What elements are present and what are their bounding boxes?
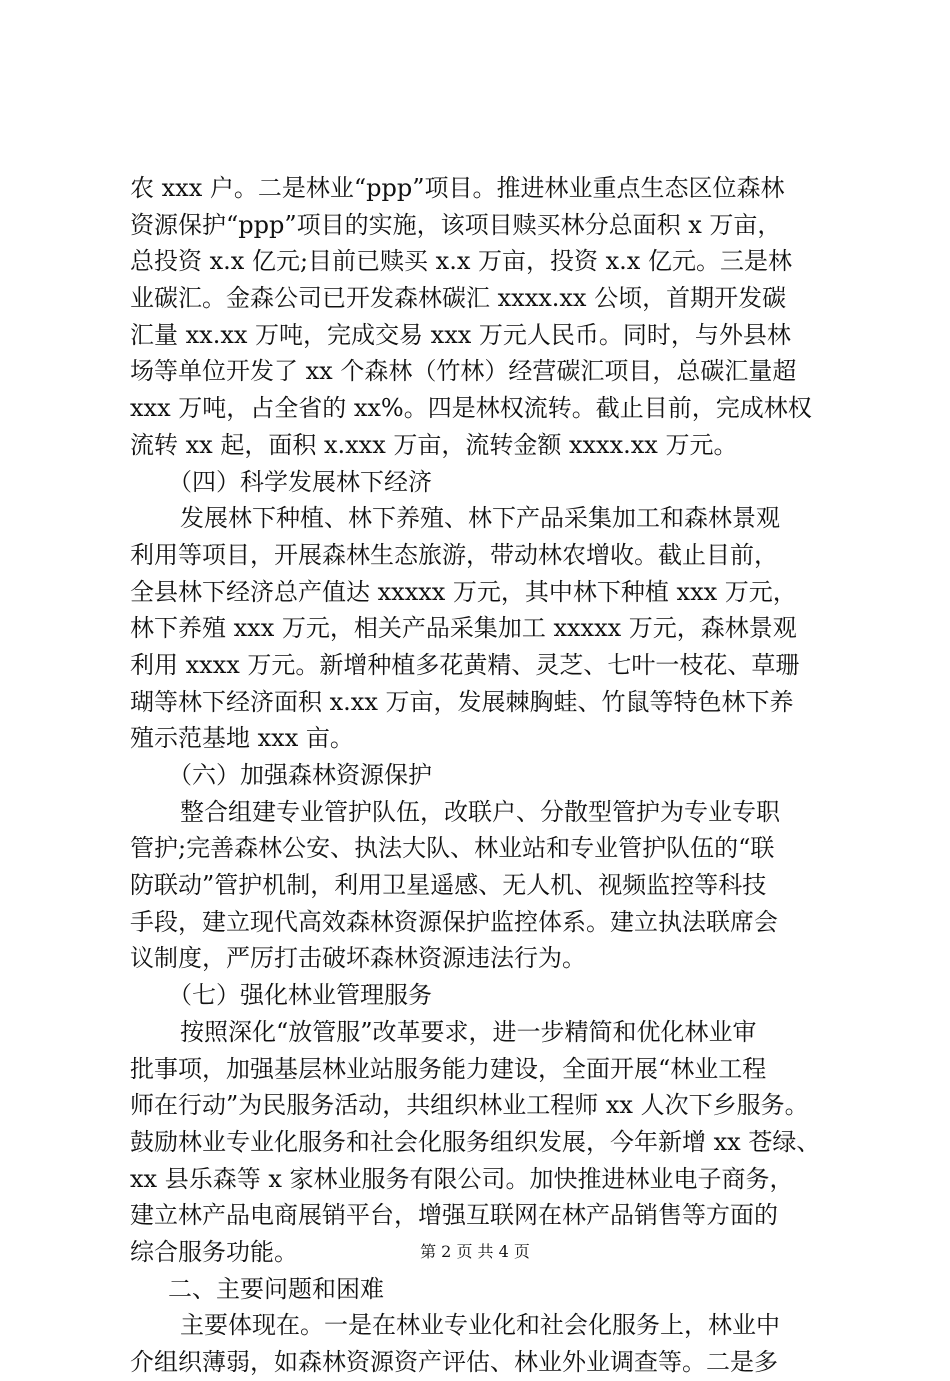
text-line: 批事项，加强基层林业站服务能力建设，全面开展“林业工程 bbox=[130, 1054, 767, 1083]
text-line: 殖示范基地 xxx 亩。 bbox=[130, 724, 354, 753]
text-line: 利用 xxxx 万元。新增种植多花黄精、灵芝、七叶一枝花、草珊 bbox=[130, 650, 800, 679]
text-line: 鼓励林业专业化服务和社会化服务组织发展，今年新增 xx 苍绿、 bbox=[130, 1127, 821, 1156]
document-body bbox=[130, 170, 830, 1381]
text-line: 全县林下经济总产值达 xxxxx 万元，其中林下种植 xxx 万元， bbox=[130, 577, 797, 606]
text-line: 议制度，严厉打击破坏森林资源违法行为。 bbox=[130, 944, 586, 973]
text-line: 资源保护“ppp”项目的实施，该项目赎买林分总面积 x 万亩， bbox=[130, 210, 782, 239]
text-line: 按照深化“放管服”改革要求，进一步精简和优化林业审 bbox=[180, 1017, 757, 1046]
text-line: 林下养殖 xxx 万元，相关产品采集加工 xxxxx 万元，森林景观 bbox=[130, 614, 797, 643]
text-line: 手段，建立现代高效森林资源保护监控体系。建立执法联席会 bbox=[130, 907, 778, 936]
text-line: 管护;完善森林公安、执法大队、林业站和专业管护队伍的“联 bbox=[130, 834, 775, 863]
text-line: 整合组建专业管护队伍，改联户、分散型管护为专业专职 bbox=[180, 797, 780, 826]
text-line: 综合服务功能。 bbox=[130, 1237, 298, 1266]
text-line: 介组织薄弱，如森林资源资产评估、林业外业调查等。二是多 bbox=[130, 1348, 778, 1376]
text-line: 汇量 xx.xx 万吨，完成交易 xxx 万元人民币。同时，与外县林 bbox=[130, 320, 791, 349]
section-heading: （四）科学发展林下经济 bbox=[168, 467, 432, 496]
text-line: 师在行动”为民服务活动，共组织林业工程师 xx 人次下乡服务。 bbox=[130, 1091, 809, 1120]
text-line: 场等单位开发了 xx 个森林（竹林）经营碳汇项目，总碳汇量超 bbox=[130, 357, 797, 386]
page-footer: 第 2 页 共 4 页 bbox=[420, 1242, 530, 1261]
text-line: 农 xxx 户。二是林业“ppp”项目。推进林业重点生态区位森林 bbox=[130, 174, 785, 202]
section-heading: （六）加强森林资源保护 bbox=[168, 761, 432, 789]
text-line: xx 县乐森等 x 家林业服务有限公司。加快推进林业电子商务， bbox=[130, 1164, 794, 1193]
text-line: 建立林产品电商展销平台，增强互联网在林产品销售等方面的 bbox=[130, 1201, 778, 1230]
text-line: 主要体现在。一是在林业专业化和社会化服务上，林业中 bbox=[180, 1311, 780, 1340]
section-heading: 二、主要问题和困难 bbox=[168, 1274, 384, 1303]
text-line: 发展林下种植、林下养殖、林下产品采集加工和森林景观 bbox=[180, 504, 780, 533]
text-line: 业碳汇。金森公司已开发森林碳汇 xxxx.xx 公顷，首期开发碳 bbox=[130, 284, 787, 313]
text-line: 流转 xx 起，面积 x.xxx 万亩，流转金额 xxxx.xx 万元。 bbox=[130, 430, 738, 459]
text-line: xxx 万吨，占全省的 xx%。四是林权流转。截止目前，完成林权 bbox=[130, 394, 812, 423]
text-line: 总投资 x.x 亿元;目前已赎买 x.x 万亩，投资 x.x 亿元。三是林 bbox=[130, 247, 792, 276]
text-line: 利用等项目，开展森林生态旅游，带动林农增收。截止目前， bbox=[130, 540, 778, 569]
section-heading: （七）强化林业管理服务 bbox=[168, 981, 432, 1010]
text-line: 瑚等林下经济面积 x.xx 万亩，发展棘胸蛙、竹鼠等特色林下养 bbox=[130, 687, 794, 716]
text-line: 防联动”管护机制，利用卫星遥感、无人机、视频监控等科技 bbox=[130, 871, 767, 900]
